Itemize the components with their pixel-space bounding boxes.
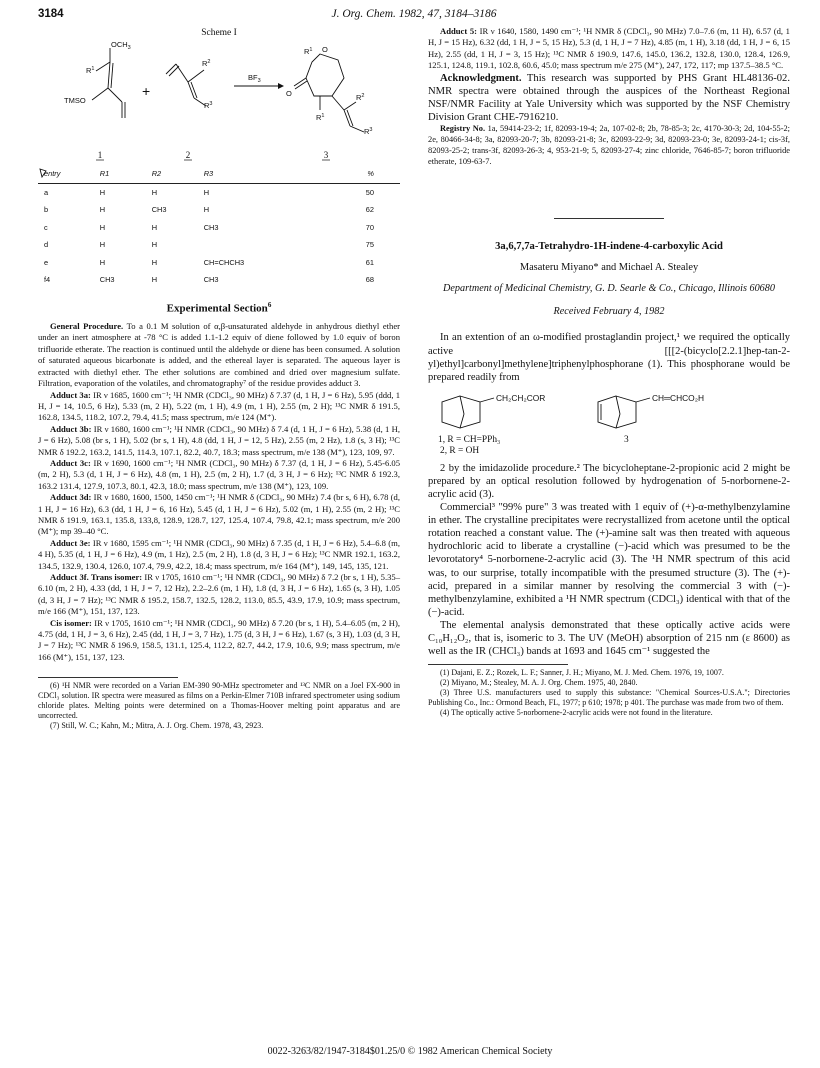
table-row — [38, 236, 400, 253]
table-cell: c — [44, 222, 48, 232]
paragraph-lead: Cis isomer: — [50, 617, 92, 628]
table-row — [38, 184, 400, 202]
left-footnotes — [38, 681, 400, 731]
table-cell: b — [44, 205, 49, 215]
paragraph-text: IR ν 1705, 1610 cm⁻¹; ¹H NMR (CDCl₃, 90 MHz) δ 7.2 (br s, 1 H), 5.35–6.10 (m, 2 H), 4.33 (dd, 1 H, J = 7, 12 Hz), 2.2–2.6 (m, 1 H), 1.8 (d, 3 H, J = 6 Hz), 1.65 (s, 3 H), 1.05 (d, 3 H, J = 7 Hz); ¹³C NMR δ 195.2, 158.7, 132.5, 128.2, 113.0, 85.5, 43.9, 17.9, 10.9; mass spectrum, m/e 166 (M⁺), 151, 137, 123. — [38, 572, 400, 617]
journal-citation: J. Org. Chem. 1982, 47, 3184–3186 — [331, 8, 497, 20]
label-r3-dienophile: $R^3$ — [204, 101, 213, 110]
table-cell — [198, 236, 309, 253]
norbornane-ring-1 — [442, 396, 494, 428]
paragraph-text: IR ν 1690, 1600 cm⁻¹; ¹H NMR (CDCl₃, 90 MHz) δ 7.37 (d, 1 H, J = 6 Hz), 5.45-6.05 (m, 2 H), 5.3 (d, 1 H, J = 6 Hz), 4.8 (m, 1 H), 2.5 (m, 2 H), 1.7 (d, 3 H, J = 6 Hz); ¹³C NMR δ 192.3, 163.2 131.4, 127.9, 107.3, 80.1, 42.3, 18.0; mass spectrum, m/e 138 (M⁺), 123, 109. — [38, 457, 400, 491]
label-r1-adduct-bottom: $R^1$ — [316, 113, 325, 122]
table-row — [38, 271, 400, 288]
structure-3-caption: 3 — [624, 434, 629, 445]
label-r1-diene: $R^1$ — [86, 66, 95, 75]
table-cell: H — [99, 240, 106, 250]
experimental-body — [38, 321, 400, 663]
table-cell: H — [99, 257, 106, 267]
label-o-carbonyl: O — [286, 89, 292, 98]
label-och3: $OCH_3$ — [111, 40, 131, 51]
body-paragraph-3: Commercial³ "99% pure" 3 was treated with 1 equiv of (+)-α-methylbenzylamine in ether. The crystalline precipitates were recrystallized from acetone until the optical rotation reached a constant value. The (+)-amine salt was then treated with aqueous hydrochloric acid to liberate a crystalline (−)-acid which was presumed to be the levorotatory⁴ 5-norbornene-2-acrylic acid (3). The ¹H NMR spectrum of this acid was, to our surprise, totally incompatible with the presumed structure (3). The (+)-acid, prepared in a similar manner by resolving the commercial 3 with (−)-methylbenzylamine, exhibited a ¹H NMR spectrum (CDCl₃) identical with that of the (−)-acid. — [428, 502, 790, 618]
right-footnotes — [428, 668, 790, 718]
diene-structure — [92, 48, 125, 118]
table-cell: H — [151, 257, 158, 267]
table-cell: 61 — [365, 257, 374, 267]
paragraph-lead: Adduct 3f. Trans isomer: — [50, 572, 143, 582]
table-cell: CH3 — [203, 222, 219, 232]
table-cell: e — [44, 257, 49, 267]
table-cell: 75 — [365, 240, 374, 250]
table-cell: 62 — [365, 205, 374, 215]
experimental-heading: Experimental Section$^6$ — [166, 301, 272, 315]
table-cell: H — [151, 222, 158, 232]
table-cell: CH3 — [99, 275, 115, 285]
table-cell: a — [44, 188, 49, 197]
paragraph-lead: Adduct 3b: — [50, 423, 92, 434]
experimental-paragraph — [38, 458, 400, 492]
label-tmso: TMSO — [64, 96, 86, 105]
plus-sign: + — [142, 83, 151, 99]
compound-number-1: 1 — [97, 150, 103, 160]
body-paragraph-2: 2 by the imidazolide procedure.² The bicycloheptane-2-propionic acid 2 might be prepared by an optical resolution followed by hydrogenation of 5-norbornene-2-acrylic acid (3). — [428, 462, 790, 500]
page-header — [38, 8, 790, 24]
scheme-yield-table — [38, 168, 400, 288]
table-cell: H — [99, 205, 106, 215]
footnote: (7) Still, W. C.; Kahn, M.; Mitra, A. J. Org. Chem. 1978, 43, 2923. — [50, 721, 264, 731]
arrowhead — [278, 83, 284, 89]
table-cell: H — [99, 222, 106, 232]
table-cell: CH3 — [203, 275, 219, 285]
footnote: (1) Dajani, E. Z.; Rozek, L. F.; Sanner, J. H.; Miyano, M. J. Med. Chem. 1976, 19, 1007. — [440, 668, 724, 678]
paragraph-text: IR ν 1680, 1600, 1500, 1450 cm⁻¹; ¹H NMR δ (CDCl₃, 90 MHz) 7.4 (br s, 6 H), 6.78 (d, 1 H, J = 16 Hz), 6.3 (dd, 1 H, J = 6, 16 Hz), 5.45 (d, 1 H, J = 6 Hz), 5.02 (m, 1 H), 2.55 (m, 2 H); ¹³C NMR δ 191.9, 163.1, 135.8, 133,8, 128.9, 128.7, 127, 125.4, 107.4, 79.8, 42.1; mass spectrum, m/e 200 (M⁺); mp 39–40 °C. — [38, 492, 400, 537]
paragraph-lead: General Procedure. — [50, 321, 124, 332]
page-footer: 0022-3263/82/1947-3184$01.25/0 © 1982 American Chemical Society — [267, 1046, 553, 1057]
footnote-rule — [38, 677, 178, 678]
chain-label-1: CH₂CH₂COR — [496, 392, 546, 403]
body-paragraph-4: The elemental analysis demonstrated that these optically active acids were C₁₀H₁₂O₂, that is, isomeric to 3. The UV (MeOH) absorption of 215 nm (ε 8600) as well as the IR (CHCl₃) bands at 1693 and 1645 cm⁻¹ suggested the — [428, 619, 790, 658]
article-title: 3a,6,7,7a-Tetrahydro-1H-indene-4-carboxylic Acid — [495, 240, 723, 252]
label-r2-dienophile: $R^2$ — [202, 59, 211, 68]
experimental-paragraph — [38, 390, 400, 424]
footnote: (6) ¹H NMR were recorded on a Varian EM-390 90-MHz spectrometer and ¹³C NMR on a Joel FX-900 in CDCl₃ solution. IR spectra were measured as films on a Perkin-Elmer 710B infrared spectrometer using sodium chloride plates. Melting points were determined on a Thomas-Hoover melting point apparatus and are uncorrected. — [38, 681, 400, 721]
paragraph-lead: Adduct 3c: — [50, 457, 91, 468]
norbornene-ring-3 — [598, 396, 650, 428]
table-cell: H — [203, 188, 210, 197]
footnote: (3) Three U.S. manufacturers used to supply this substance: "Chemical Sources-U.S.A."; Directories Publishing Co., Inc.: Ormond Beach, FL, 1977; p 610; 1978; p 401. The purchase was made from two of them. — [428, 688, 790, 708]
table-cell: H — [203, 205, 210, 215]
table-cell: H — [151, 188, 158, 197]
table-cell: 68 — [365, 275, 374, 285]
experimental-paragraph — [38, 618, 400, 664]
paragraph-text: IR ν 1705, 1610 cm⁻¹; ¹H NMR (CDCl₃, 90 MHz) δ 7.20 (br s, 1 H), 5.4–6.05 (m, 2 H), 4.75 (dd, 1 H, J = 3, 6 Hz), 2.45 (dd, 1 H, J = 3, 7 Hz), 1.75 (d, 3 H, J = 6 Hz), 1.67 (s, 3 H), 1.03 (d, 3 H, J = 7 Hz); ¹³C NMR δ 196.9, 158.5, 131.1, 125.4, 112.2, 82.7, 44.2, 17.9, 10.6, 9.9; mass spectrum, m/e 166 (M⁺), 151, 137, 123. — [38, 617, 401, 662]
table-cell: H — [151, 275, 158, 285]
paragraph-lead: Adduct 3e: — [50, 537, 91, 548]
acknowledgment: Acknowledgment. This research was supported by PHS Grant HL48136-02. NMR spectra were obtained through the auspices of the Northeast Regional NSF/NMR Facility at Yale University which was supported by the NSF Chemistry Division Grant CHE-7916210. — [428, 72, 790, 124]
footnote: (4) The optically active 5-norbornene-2-acrylic acids were not found in the literature. — [440, 708, 713, 718]
label-o-ring: O — [322, 45, 328, 54]
right-footnote-rule — [428, 664, 568, 665]
label-bf3: $BF_3$ — [248, 73, 261, 84]
table-cell: f4 — [44, 275, 51, 285]
paragraph-lead: Adduct 3a: — [50, 389, 91, 400]
article-authors: Masateru Miyano* and Michael A. Stealey — [519, 262, 699, 274]
compound-number-2: 2 — [185, 150, 191, 160]
chain-label-3: CH═CHCO₂H — [652, 392, 704, 403]
adduct-structure — [294, 54, 364, 132]
table-cell: d — [44, 240, 49, 250]
table-header-cell: R1 — [94, 168, 146, 184]
experimental-paragraph — [38, 572, 400, 618]
paragraph-lead: Adduct 3d: — [50, 492, 92, 503]
table-header-cell: R3 — [198, 168, 309, 184]
dienophile-structure — [166, 64, 206, 106]
scheme-i — [38, 26, 400, 288]
table-row — [38, 219, 400, 236]
reaction-scheme-drawing — [38, 26, 400, 166]
paragraph-text: To a 0.1 M solution of α,β-unsaturated aldehyde in anhydrous diethyl ether under an inert atmosphere at -78 °C is added 1.1-1.2 equiv of diene followed by 1.0 equiv of boron trifluoride etherate. The reaction is continued until the aldehyde or diene has been consumed. A solution of saturated aqueous bicarbonate is added, and the ethereal layer is separated. The aqueous layer is extracted with diethyl ether. The ether solutions are combined and dried over magnesium sulfate. Filtration, evaporation of the volatiles, and chromatography⁷ of the residue provides adduct 3. — [38, 321, 400, 389]
table-cell: H — [99, 188, 106, 197]
received-date: Received February 4, 1982 — [553, 306, 665, 318]
structure-2-caption: 2, R = OH — [440, 445, 480, 456]
registry-numbers: Registry No. 1a, 59414-23-2; 1f, 82093-19-4; 2a, 107-02-8; 2b, 78-85-3; 2c, 4170-30-3; 2d, 104-55-2; 2e, 80466-34-8; 3a, 82093-20-7; 3b, 82093-21-8; 3c, 82093-22-9; 3d, 82093-23-0; 3e, 82093-24-1; cis-3f, 82093-25-2; trans-3f, 82093-26-3; 4, 953-21-9; 5, 82093-27-4; zinc chloride, 7646-85-7; boron trifluoride etherate, 109-63-7. — [428, 124, 790, 166]
scheme-title: Scheme I — [201, 28, 237, 38]
cyclopropyl-icon — [38, 168, 48, 178]
article-affiliation: Department of Medicinal Chemistry, G. D. Searle & Co., Chicago, Illinois 60680 — [443, 283, 775, 295]
compound-number-3: 3 — [323, 150, 329, 160]
right-column — [428, 26, 790, 718]
structure-1-caption: 1, R = CH=PPh₃ — [438, 434, 501, 445]
table-row — [38, 254, 400, 271]
table-cell: CH3 — [151, 205, 167, 215]
body-paragraph-1: In an extention of an ω-modified prostaglandin project,¹ we required the optically active [[[2-(bicyclo[2.2.1]hep-tan-2-yl)ethyl]carbonyl]methylene]triphenylphosphorane (1). This phosphorane would be prepared readily from — [428, 332, 790, 383]
norbornane-structures — [428, 388, 790, 456]
adduct-5-paragraph: Adduct 5: IR ν 1640, 1580, 1490 cm⁻¹; ¹H NMR δ (CDCl₃, 90 MHz) 7.0–7.6 (m, 11 H), 6.57 (d, 1 H, J = 15 Hz), 6.32 (dd, 1 H, J = 5, 15 Hz), 5.3 (d, 1 H, J = 7 Hz), 4.85 (m, 1 H), 3.18 (dd, 1 H, J = 6, 15 Hz), 2.55 (dd, 1 H, J = 3, 15 Hz); ¹³C NMR δ 190.9, 147.6, 145.0, 136.2, 132.8, 130.0, 128.4, 126.9, 125.1, 124.8, 119.1, 102.8, 60.6, 45.0; mass spectrum m/e 275 (M⁺), 247, 172, 117; mp 137.5–38.5 °C. — [428, 26, 790, 71]
table-row — [38, 201, 400, 218]
experimental-paragraph — [38, 492, 400, 538]
table-header-cell: R2 — [146, 168, 198, 184]
paragraph-text: IR ν 1680, 1600 cm⁻¹; ¹H NMR (CDCl₃, 90 MHz) δ 7.4 (d, 1 H, J = 6 Hz), 5.38 (d, 1 H, J = 6 Hz), 5.08 (br s, 1 H), 5.02 (br s, 1 H), 4.8 (dd, 1 H, J = 12, 5 Hz), 2.55 (m, 2 Hz), 1.8 (s, 3 H); ¹³C NMR δ 192.2, 163.2, 141.5, 114.3, 107.1, 82.2, 40.7, 18.3; mass spectrum, m/e 138 (M⁺), 123, 109, 97. — [38, 423, 400, 457]
experimental-paragraph — [38, 424, 400, 458]
table-cell: H — [151, 240, 158, 250]
article-separator — [554, 218, 664, 219]
footnote: (2) Miyano, M.; Stealey, M. A. J. Org. Chem. 1975, 40, 2840. — [440, 678, 638, 688]
structures-1-2-3 — [428, 388, 790, 456]
label-r1-adduct: $R^1$ — [304, 47, 313, 56]
paragraph-text: IR ν 1685, 1600 cm⁻¹; ¹H NMR (CDCl₃, 90 MHz) δ 7.37 (d, 1 H, J = 6 Hz), 5.95 (ddd, 1 H, J = 14, 10.5, 6 Hz), 5.33 (m, 2 H), 5.22 (m, 1 H), 4.9 (m, 1 H), 2.55 (m, 2 H); ¹³C NMR δ 191.5, 162.8, 134.5, 118.2, 107.2, 79.4, 41.5; mass spectrum, m/e 124 (M⁺). — [38, 389, 400, 423]
experimental-paragraph — [38, 538, 400, 572]
paragraph-text: IR ν 1680, 1595 cm⁻¹; ¹H NMR (CDCl₃, 90 MHz) δ 7.35 (d, 1 H, J = 6 Hz), 5.4–6.8 (m, 4 H), 5.35 (d, 1 H, J = 6 Hz), 4.9 (m, 1 Hz), 2.5 (m, 2 H), 1.8 (d, 3 H, J = 6 Hz); ¹³C NMR 192.1, 163.2, 134.5, 132.9, 130.4, 126.0, 107.4, 79.9, 42.2, 18.4; mass spectrum, m/e 164 (M⁺), 149, 145, 135, 121. — [38, 537, 400, 571]
page-number: 3184 — [38, 8, 64, 20]
label-r2-adduct: $R^2$ — [356, 93, 365, 102]
table-cell: 50 — [365, 188, 374, 197]
experimental-paragraph — [38, 321, 400, 389]
table-header-cell: entry — [38, 168, 94, 184]
left-column — [38, 26, 400, 731]
table-header-cell: % — [308, 168, 400, 184]
label-r3-adduct: $R^3$ — [364, 127, 373, 136]
table-cell: 70 — [365, 222, 374, 232]
table-cell: CH=CHCH3 — [203, 257, 245, 267]
